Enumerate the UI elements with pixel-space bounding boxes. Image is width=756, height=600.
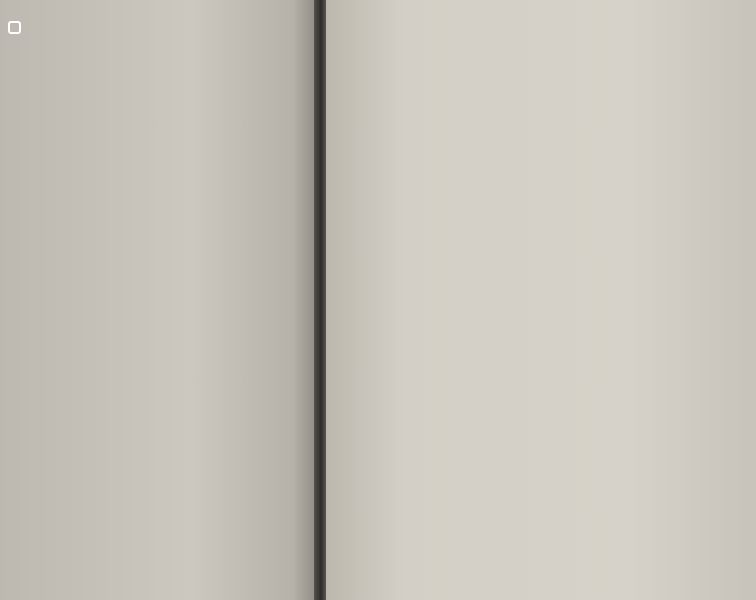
hitsata-logo-icon	[8, 21, 21, 34]
watermark	[8, 18, 27, 36]
left-page	[0, 0, 318, 600]
left-page-heading	[0, 0, 318, 6]
left-page-subheading	[0, 0, 318, 6]
right-page	[326, 0, 756, 600]
left-page-body-block	[0, 0, 318, 6]
left-page-text	[0, 0, 318, 6]
